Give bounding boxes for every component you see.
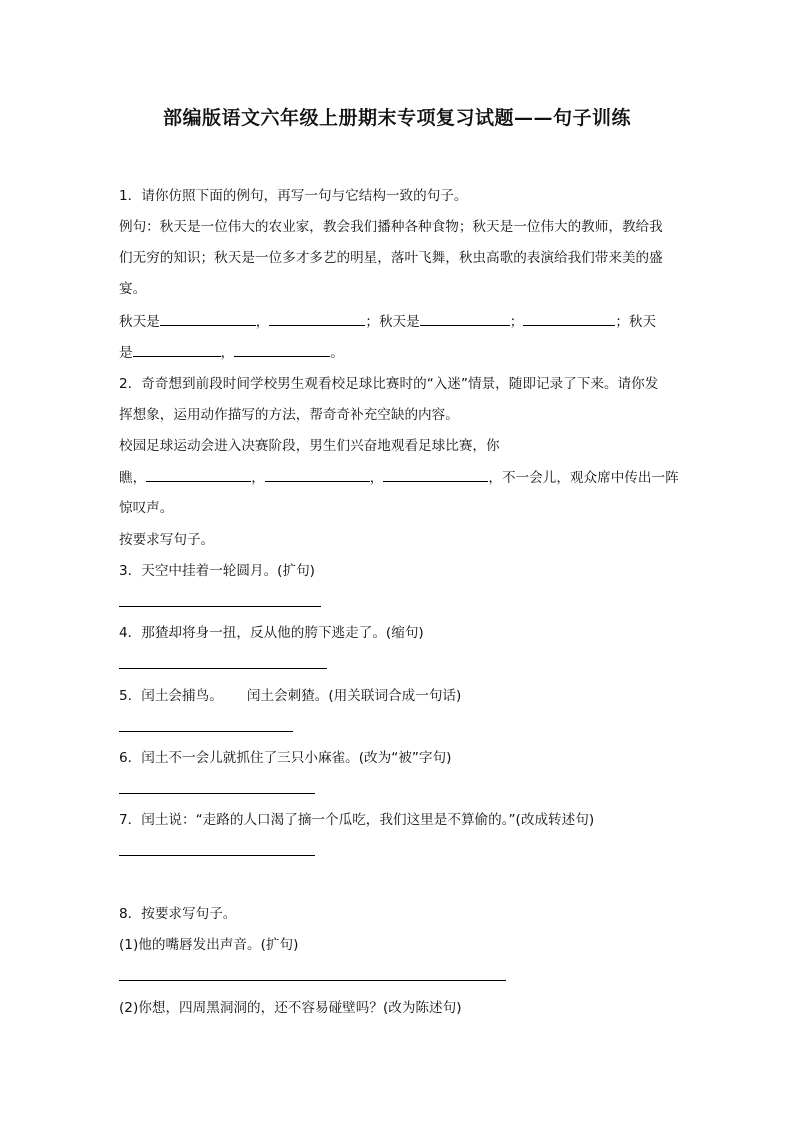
q2-prompt-line-1: 2．奇奇想到前段时间学校男生观看校足球比赛时的“入迷”情景，随即记录了下来。请你发 [119,376,659,392]
q8-sub-2: (2)你想，四周黑洞洞的，还不容易碰壁吗？(改为陈述句) [119,1000,462,1016]
q2-fill-line [119,467,679,488]
q2-blank-2[interactable] [265,467,370,482]
q7-prompt: 7．闰土说：“走路的人口渴了摘一个瓜吃，我们这里是不算偷的。”(改成转述句) [119,812,595,828]
q1-fill-text: ；秋天 [615,314,657,330]
q5-text-b: 闰土会刺猹。(用关联词合成一句话) [246,688,462,704]
q2-fill-continuation: 惊叹声。 [119,500,174,516]
q4-answer-line[interactable] [119,668,327,669]
q2-blank-1[interactable] [146,467,251,482]
q1-fill-line-2 [119,342,679,363]
q6-prompt: 6．闰土不一会儿就抓住了三只小麻雀。(改为“被”字句) [119,750,452,766]
q1-blank-5[interactable] [133,342,221,357]
q2-context-line: 校园足球运动会进入决赛阶段，男生们兴奋地观看足球比赛，你 [119,438,500,454]
q1-fill-line-1 [119,311,679,332]
q1-blank-1[interactable] [160,311,256,326]
q7-answer-line[interactable] [119,855,315,856]
q2-fill-text: ，不一会儿，观众席中传出一阵 [488,470,679,486]
q3-prompt: 3．天空中挂着一轮圆月。(扩句) [119,563,315,579]
q1-blank-3[interactable] [420,311,510,326]
q2-blank-3[interactable] [383,467,488,482]
q8-sub-1: (1)他的嘴唇发出声音。(扩句) [119,937,299,953]
q4-prompt: 4．那猹却将身一扭，反从他的胯下逃走了。(缩句) [119,625,424,641]
q1-fill-text: ；秋天是 [365,314,420,330]
q1-fill-text: ， [220,345,235,361]
q1-fill-text: ， [255,314,270,330]
q2-fill-text: ， [369,470,384,486]
q6-answer-line[interactable] [119,793,315,794]
q3-answer-line[interactable] [119,606,321,607]
page-title: 部编版语文六年级上册期末专项复习试题——句子训练 [162,107,631,129]
q1-fill-text: 是 [119,345,133,361]
q5-answer-line[interactable] [119,731,293,732]
q2-prompt-line-2: 挥想象，运用动作描写的方法，帮奇奇补充空缺的内容。 [119,407,459,423]
q2-fill-text: ， [251,470,265,486]
q2-fill-text: 瞧， [119,470,147,486]
q1-prompt: 1．请你仿照下面的例句，再写一句与它结构一致的句子。 [119,188,468,204]
q1-example-line-3: 宴。 [119,281,147,297]
q1-fill-text: 。 [330,345,344,361]
q1-example-line-1: 例句：秋天是一位伟大的农业家，教会我们播种各种食物；秋天是一位伟大的教师，教给我 [119,219,663,235]
q8-prompt: 8．按要求写句子。 [119,906,237,922]
q1-blank-4[interactable] [523,311,615,326]
q1-fill-text: 秋天是 [119,314,160,330]
q5-prompt [119,686,679,706]
q5-text-a: 5．闰土会捕鸟。 [119,688,223,704]
section-instruction: 按要求写句子。 [119,532,215,548]
q1-blank-6[interactable] [234,342,330,357]
q8-sub-1-answer-line[interactable] [119,980,506,981]
q1-example-line-2: 们无穷的知识；秋天是一位多才多艺的明星，落叶飞舞，秋虫高歌的表演给我们带来美的盛 [119,250,663,266]
q1-fill-text: ； [509,314,524,330]
q1-blank-2[interactable] [269,311,365,326]
